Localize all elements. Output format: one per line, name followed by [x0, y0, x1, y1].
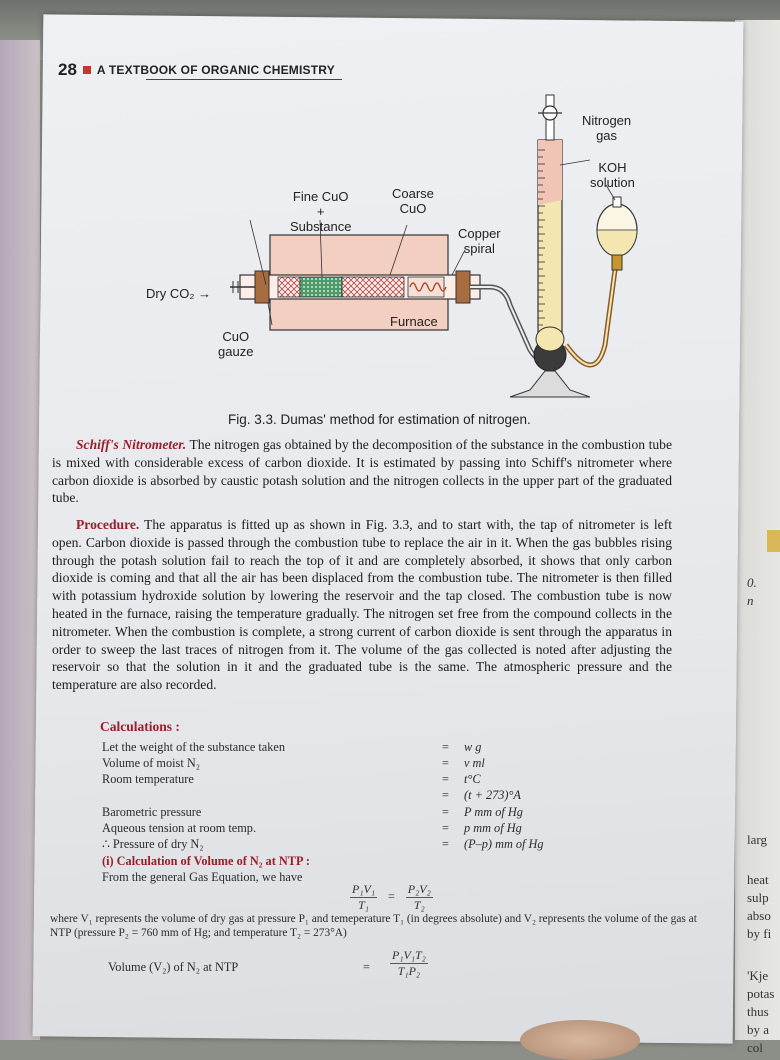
calc-value: w g [464, 740, 482, 754]
calc-value: t°C [464, 772, 481, 786]
calc-row [102, 772, 481, 787]
label-coarse-cuo: Coarse CuO [392, 186, 434, 216]
adjacent-fragment: abso [747, 908, 771, 923]
calc-value: P mm of Hg [464, 805, 523, 819]
page-number: 28 [58, 60, 77, 79]
calc-label: Room temperature [102, 772, 194, 786]
calc-subhead: (i) Calculation of Volume of N₂ at NTP : [102, 854, 310, 868]
left-stopper [255, 271, 269, 303]
label-furnace: Furnace [390, 314, 438, 329]
calc-row [102, 837, 544, 852]
cuo-gauze [278, 277, 300, 297]
lhs-denominator: T₁ [358, 898, 369, 912]
calc-label: Volume of moist N₂ [102, 756, 200, 770]
calc-value: v ml [464, 756, 485, 770]
calc-label: Barometric pressure [102, 805, 202, 819]
volume-denominator: T₁P₂ [397, 964, 421, 978]
header-rule [146, 79, 342, 80]
volume-formula [390, 948, 428, 979]
lhs-numerator: P₁V₁ [352, 882, 376, 896]
paragraph-procedure [52, 516, 672, 694]
header-square-icon [83, 66, 91, 74]
calc-equals: = [442, 821, 449, 835]
label-fine-cuo: Fine CuO + Substance [290, 189, 352, 234]
book-title: A TEXTBOOK OF ORGANIC CHEMISTRY [96, 63, 335, 77]
calc-row [102, 821, 522, 836]
calc-equals: = [442, 740, 449, 754]
calc-row [102, 756, 485, 771]
lhs-fraction [350, 882, 377, 913]
calc-equals: = [442, 756, 449, 770]
adjacent-fragment: larg [747, 832, 767, 847]
adjacent-fragment: n [747, 593, 754, 608]
adjacent-fragment: potas [747, 986, 775, 1001]
volume-ntp-row [108, 960, 370, 975]
label-dry-co2: Dry CO₂ → [146, 286, 211, 301]
calc-label: Aqueous tension at room temp. [102, 821, 257, 835]
volume-numerator: P₁V₁T₂ [392, 948, 426, 962]
adjacent-page [735, 20, 780, 1055]
rhs-fraction [406, 882, 433, 913]
paragraph-text: The nitrogen gas obtained by the decomposition of the substance in the combustion tube is mixed with considerable excess of carbon dioxide. It is estimated by passing into Schiff's nitrometer where carbon dioxide is absorbed by caustic potash solution and the nitrogen collects in the upper part of the graduated tube. [52, 437, 672, 506]
calc-row [102, 740, 482, 755]
rhs-numerator: P₂V₂ [407, 882, 431, 896]
gas-equation [350, 882, 433, 913]
volume-equals: = [363, 960, 370, 974]
label-copper-spiral: Copper spiral [458, 226, 501, 256]
adjacent-fragment: 0. [747, 575, 757, 590]
label-nitrogen-gas: Nitrogen gas [582, 113, 632, 143]
dumas-apparatus-figure [90, 85, 690, 415]
calc-equals: = [442, 772, 449, 786]
adjacent-fragment: by a [747, 1022, 770, 1037]
paragraph-schiff-nitrometer [52, 436, 672, 507]
calc-label: ∴ Pressure of dry N₂ [102, 837, 204, 851]
adjacent-page-box [767, 530, 780, 552]
paragraph-text: The apparatus is fitted up as shown in Fig. 3.3, and to start with, the tap of nitrometer is left open. Carbon dioxide is passed through the combustion tube to replace the air in it. When the gas bubbles rising through the potash solution fail to reach the top of it and are completely absorbed, it shows that only carbon dioxide is coming and that all the air has been displaced from the combustion tube. The nitrometer is then filled with potassium hydroxide solution by lowering the reservoir and the tap closed. The combustion tube is now heated in the furnace, raising the temperature gradually. The nitrogen set free from the compound collects in the nitrometer. When the combustion is complete, a strong current of carbon dioxide is sent through the apparatus in order to sweep the last traces of nitrogen from it. The volume of the gas collected is noted after adjusting the reservoir so that the solution in it and the graduated tube is the same. The atmospheric pressure and the temperature are also recorded. [52, 517, 672, 693]
calc-equals: = [442, 837, 449, 851]
calc-row [102, 805, 523, 820]
calc-equals: = [442, 788, 449, 802]
calc-equals: = [442, 805, 449, 819]
adjacent-fragment: 'Kje [747, 968, 769, 983]
calc-value: (t + 273)°A [464, 788, 521, 802]
figure-caption: Fig. 3.3. Dumas' method for estimation of nitrogen. [228, 412, 531, 427]
coarse-cuo [342, 277, 404, 297]
adjacent-fragment: col [747, 1040, 763, 1055]
adjacent-fragment: thus [747, 1004, 769, 1019]
thumb [520, 1020, 640, 1060]
adjacent-fragment: by fi [747, 926, 772, 941]
gas-equation-explanation: where V₁ represents the volume of dry gas at pressure P₁ and temeperature T₁ (in degrees absolute) and V₂ represents the volume of the gas at NTP (pressure P₂ = 760 mm of Hg; and temperature T₂ = 273°A) [50, 913, 697, 939]
equals-sign: = [388, 889, 395, 904]
volume-fraction [390, 948, 428, 979]
rhs-denominator: T₂ [413, 898, 425, 912]
label-koh-solution: KOH solution [590, 160, 635, 190]
adjacent-fragment: heat [747, 872, 769, 887]
page-header [58, 60, 335, 80]
calc-value: (P–p) mm of Hg [464, 837, 544, 851]
gas-equation-intro: From the general Gas Equation, we have [102, 870, 303, 884]
calculations-title: Calculations : [100, 719, 180, 734]
calc-label: Let the weight of the substance taken [102, 740, 286, 754]
calc-value: p mm of Hg [464, 821, 522, 835]
volume-label: Volume (V₂) of N₂ at NTP [108, 960, 239, 974]
right-stopper [456, 271, 470, 303]
paragraph-lead: Procedure. [76, 517, 140, 532]
stand [510, 371, 590, 397]
paragraph-lead: Schiff's Nitrometer. [76, 437, 187, 452]
label-cuo-gauze: CuO gauze [218, 329, 254, 359]
adjacent-fragment: sulp [747, 890, 769, 905]
